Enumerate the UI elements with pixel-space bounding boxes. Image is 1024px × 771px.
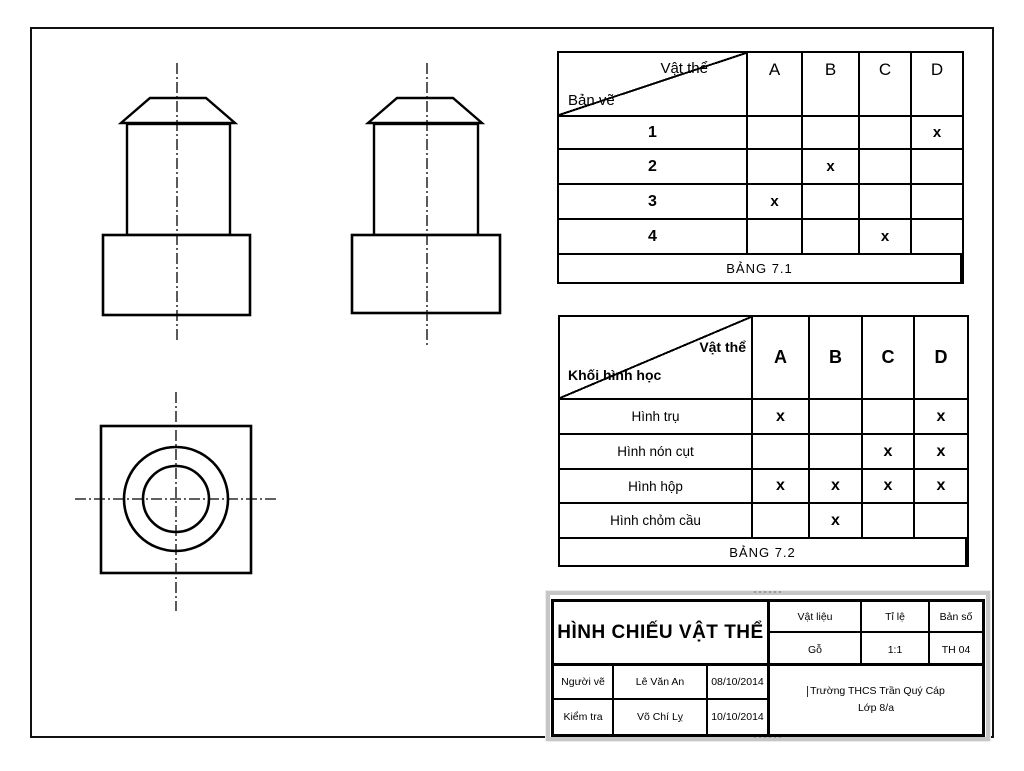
table2-cell-trụ-C — [863, 400, 915, 435]
table2-cell-trụ-D: x — [915, 400, 967, 435]
table1-cell-1A — [748, 117, 803, 150]
table2-caption: BẢNG 7.2 — [560, 539, 967, 565]
text-cursor-artifact — [807, 686, 808, 697]
table2-cell-trụ-A: x — [753, 400, 810, 435]
table1-cell-2A — [748, 150, 803, 185]
table2-object-label: Vật thể — [699, 339, 746, 355]
checker-date: 10/10/2014 — [711, 711, 764, 723]
checker-name: Võ Chí Lỵ — [614, 700, 708, 734]
table2-row-box-label: Hình hộp — [560, 470, 753, 504]
titleblock-signatures-grid — [554, 666, 770, 734]
class-name: Lớp 8/a — [857, 702, 895, 714]
table1-cell-4A — [748, 220, 803, 255]
table2-cell-chỏm-A — [753, 504, 810, 539]
table1-row3-label: 3 — [559, 185, 748, 220]
table2-col-A: A — [753, 317, 810, 400]
front-view — [103, 63, 250, 343]
table2-cell-hộp-A: x — [753, 470, 810, 504]
selection-handle-top[interactable] — [754, 591, 782, 596]
table2-cell-trụ-B — [810, 400, 863, 435]
table1-diagonal-header-cell — [559, 53, 748, 117]
table2-cell-chỏm-B: x — [810, 504, 863, 539]
table1-col-A: A — [748, 53, 803, 117]
scale-value: 1:1 — [862, 633, 930, 666]
table1-cell-3B — [803, 185, 860, 220]
solid-object-table — [558, 315, 969, 567]
table1-col-B: B — [803, 53, 860, 117]
school-info — [770, 666, 982, 734]
table1-cell-2C — [860, 150, 912, 185]
table1-row1-label: 1 — [559, 117, 748, 150]
side-view — [352, 63, 500, 348]
top-view — [75, 392, 277, 611]
table2-col-C: C — [863, 317, 915, 400]
drawing-object-table — [557, 51, 964, 284]
table1-row4-label: 4 — [559, 220, 748, 255]
table2-row-cylinder-label: Hình trụ — [560, 400, 753, 435]
table1-cell-4B — [803, 220, 860, 255]
table2-row-cone-label: Hình nón cụt — [560, 435, 753, 470]
table1-row-label: Bản vẽ — [568, 92, 615, 109]
table1-cell-3A: x — [748, 185, 803, 220]
table1-cell-1B — [803, 117, 860, 150]
table1-cell-1D: x — [912, 117, 962, 150]
material-label: Vật liệu — [770, 602, 862, 633]
table2-cell-chỏm-C — [863, 504, 915, 539]
title-block — [551, 599, 985, 737]
table2-cell-nón-D: x — [915, 435, 967, 470]
table1-object-label: Vật thể — [660, 60, 708, 77]
sheet-value: TH 04 — [941, 643, 971, 656]
material-value: Gỗ — [770, 633, 862, 666]
table1-row2-label: 2 — [559, 150, 748, 185]
table1-cell-4D — [912, 220, 962, 255]
table2-cell-nón-C: x — [863, 435, 915, 470]
table1-cell-3C — [860, 185, 912, 220]
table2-col-D: D — [915, 317, 967, 400]
table2-cell-chỏm-D — [915, 504, 967, 539]
front-view-cone-trapezoid — [121, 98, 235, 123]
drawer-date: 08/10/2014 — [708, 666, 767, 700]
table1-col-C: C — [860, 53, 912, 117]
drawer-label: Người vẽ — [554, 666, 614, 700]
table2-row-label: Khối hình học — [568, 367, 662, 383]
table1-cell-4C: x — [860, 220, 912, 255]
drawing-title: HÌNH CHIẾU VẬT THỂ — [554, 602, 770, 666]
titleblock-info-grid — [770, 602, 982, 666]
scale-label: Tỉ lệ — [862, 602, 930, 633]
table1-cell-2B: x — [803, 150, 860, 185]
side-view-cylinder-rect — [374, 124, 478, 235]
side-view-base-rect — [352, 235, 500, 313]
drawer-name: Lê Văn An — [614, 666, 708, 700]
table2-cell-hộp-B: x — [810, 470, 863, 504]
sheet-label: Bản số — [930, 602, 982, 633]
table1-cell-1C — [860, 117, 912, 150]
table2-row-spherical-cap-label: Hình chỏm cầu — [560, 504, 753, 539]
checker-label: Kiểm tra — [554, 700, 614, 734]
table2-cell-hộp-C: x — [863, 470, 915, 504]
table2-cell-hộp-D: x — [915, 470, 967, 504]
table2-cell-nón-B — [810, 435, 863, 470]
table2-diagonal-header-cell — [560, 317, 753, 400]
table1-cell-2D — [912, 150, 962, 185]
table1-caption: BẢNG 7.1 — [559, 255, 962, 282]
side-view-cone-trapezoid — [368, 98, 482, 123]
school-name: Trường THCS Trần Quý Cáp — [810, 685, 945, 698]
table1-cell-3D — [912, 185, 962, 220]
table2-col-B: B — [810, 317, 863, 400]
front-view-cylinder-rect — [127, 124, 230, 235]
table2-cell-nón-A — [753, 435, 810, 470]
table1-col-D: D — [912, 53, 962, 117]
